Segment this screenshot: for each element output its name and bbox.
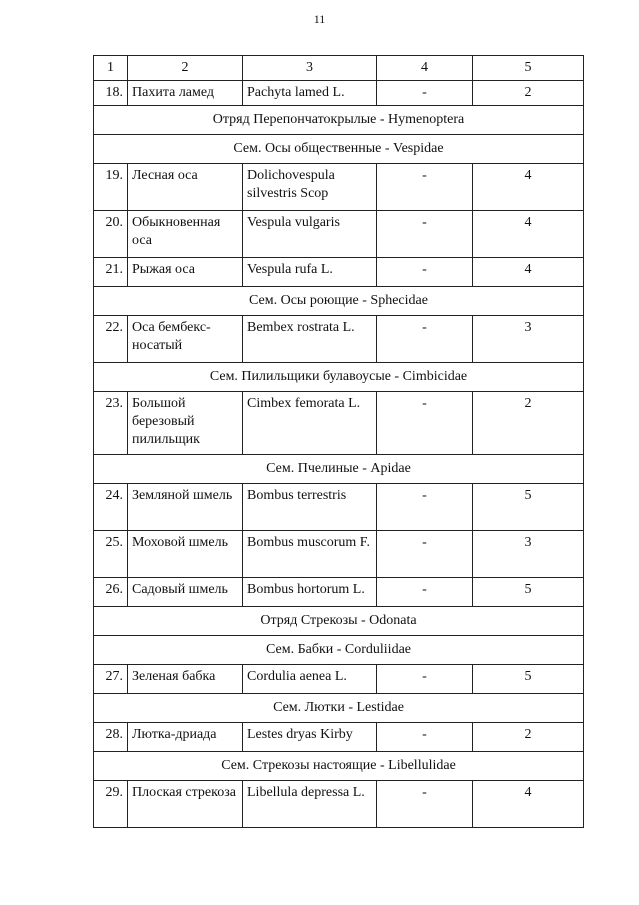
column-5-value: 3 bbox=[473, 531, 584, 578]
row-number: 18. bbox=[94, 81, 128, 106]
russian-name: Моховой шмель bbox=[128, 531, 243, 578]
latin-name: Cordulia aenea L. bbox=[243, 665, 377, 694]
column-5-value: 2 bbox=[473, 81, 584, 106]
russian-name: Обыкновенная оса bbox=[128, 211, 243, 258]
row-number: 26. bbox=[94, 578, 128, 607]
group-heading: Сем. Пилильщики булавоусые - Cimbicidae bbox=[94, 363, 584, 392]
group-heading: Отряд Стрекозы - Odonata bbox=[94, 607, 584, 636]
latin-name: Dolichovespula silvestris Scop bbox=[243, 164, 377, 211]
latin-name: Vespula rufa L. bbox=[243, 258, 377, 287]
row-number: 19. bbox=[94, 164, 128, 211]
column-4-value: - bbox=[377, 392, 473, 455]
table-row bbox=[94, 211, 584, 258]
latin-name: Bembex rostrata L. bbox=[243, 316, 377, 363]
header-col-5: 5 bbox=[473, 56, 584, 81]
russian-name: Садовый шмель bbox=[128, 578, 243, 607]
russian-name: Земляной шмель bbox=[128, 484, 243, 531]
column-4-value: - bbox=[377, 723, 473, 752]
column-5-value: 4 bbox=[473, 164, 584, 211]
table-row bbox=[94, 164, 584, 211]
group-heading-row bbox=[94, 694, 584, 723]
header-col-2: 2 bbox=[128, 56, 243, 81]
group-heading: Сем. Осы роющие - Sphecidae bbox=[94, 287, 584, 316]
column-5-value: 2 bbox=[473, 723, 584, 752]
row-number: 24. bbox=[94, 484, 128, 531]
group-heading-row bbox=[94, 752, 584, 781]
column-4-value: - bbox=[377, 81, 473, 106]
table-row bbox=[94, 531, 584, 578]
table-row bbox=[94, 392, 584, 455]
column-4-value: - bbox=[377, 781, 473, 828]
table-row bbox=[94, 258, 584, 287]
latin-name: Cimbex femorata L. bbox=[243, 392, 377, 455]
latin-name: Pachyta lamed L. bbox=[243, 81, 377, 106]
latin-name: Bombus muscorum F. bbox=[243, 531, 377, 578]
row-number: 21. bbox=[94, 258, 128, 287]
column-5-value: 2 bbox=[473, 392, 584, 455]
row-number: 25. bbox=[94, 531, 128, 578]
column-4-value: - bbox=[377, 484, 473, 531]
russian-name: Плоская стрекоза bbox=[128, 781, 243, 828]
latin-name: Libellula depressa L. bbox=[243, 781, 377, 828]
table-row bbox=[94, 781, 584, 828]
table-row bbox=[94, 578, 584, 607]
group-heading-row bbox=[94, 135, 584, 164]
group-heading: Сем. Стрекозы настоящие - Libellulidae bbox=[94, 752, 584, 781]
column-5-value: 5 bbox=[473, 578, 584, 607]
row-number: 29. bbox=[94, 781, 128, 828]
table-row bbox=[94, 665, 584, 694]
russian-name: Лесная оса bbox=[128, 164, 243, 211]
group-heading-row bbox=[94, 106, 584, 135]
table-row bbox=[94, 723, 584, 752]
column-4-value: - bbox=[377, 665, 473, 694]
russian-name: Оса бембекс-носатый bbox=[128, 316, 243, 363]
page-number: 11 bbox=[313, 12, 326, 26]
row-number: 28. bbox=[94, 723, 128, 752]
group-heading-row bbox=[94, 455, 584, 484]
group-heading: Сем. Лютки - Lestidae bbox=[94, 694, 584, 723]
header-col-3: 3 bbox=[243, 56, 377, 81]
latin-name: Lestes dryas Kirby bbox=[243, 723, 377, 752]
latin-name: Bombus terrestris bbox=[243, 484, 377, 531]
row-number: 22. bbox=[94, 316, 128, 363]
column-5-value: 4 bbox=[473, 258, 584, 287]
group-heading-row bbox=[94, 636, 584, 665]
header-col-4: 4 bbox=[377, 56, 473, 81]
table-row bbox=[94, 81, 584, 106]
group-heading-row bbox=[94, 607, 584, 636]
column-4-value: - bbox=[377, 164, 473, 211]
russian-name: Зеленая бабка bbox=[128, 665, 243, 694]
russian-name: Большой березовый пилильщик bbox=[128, 392, 243, 455]
column-5-value: 4 bbox=[473, 211, 584, 258]
column-4-value: - bbox=[377, 578, 473, 607]
russian-name: Лютка-дриада bbox=[128, 723, 243, 752]
group-heading: Сем. Осы общественные - Vespidae bbox=[94, 135, 584, 164]
column-5-value: 5 bbox=[473, 484, 584, 531]
column-4-value: - bbox=[377, 211, 473, 258]
group-heading: Отряд Перепончатокрылые - Hymenoptera bbox=[94, 106, 584, 135]
table-header-row bbox=[94, 56, 584, 81]
group-heading: Сем. Пчелиные - Apidae bbox=[94, 455, 584, 484]
russian-name: Пахита ламед bbox=[128, 81, 243, 106]
column-5-value: 4 bbox=[473, 781, 584, 828]
latin-name: Bombus hortorum L. bbox=[243, 578, 377, 607]
species-table bbox=[93, 55, 584, 828]
row-number: 20. bbox=[94, 211, 128, 258]
table-row bbox=[94, 316, 584, 363]
column-5-value: 3 bbox=[473, 316, 584, 363]
header-col-1: 1 bbox=[94, 56, 128, 81]
table-row bbox=[94, 484, 584, 531]
latin-name: Vespula vulgaris bbox=[243, 211, 377, 258]
group-heading-row bbox=[94, 287, 584, 316]
row-number: 23. bbox=[94, 392, 128, 455]
species-table-body bbox=[94, 56, 584, 828]
group-heading: Сем. Бабки - Corduliidae bbox=[94, 636, 584, 665]
column-5-value: 5 bbox=[473, 665, 584, 694]
column-4-value: - bbox=[377, 531, 473, 578]
column-4-value: - bbox=[377, 316, 473, 363]
group-heading-row bbox=[94, 363, 584, 392]
russian-name: Рыжая оса bbox=[128, 258, 243, 287]
row-number: 27. bbox=[94, 665, 128, 694]
column-4-value: - bbox=[377, 258, 473, 287]
